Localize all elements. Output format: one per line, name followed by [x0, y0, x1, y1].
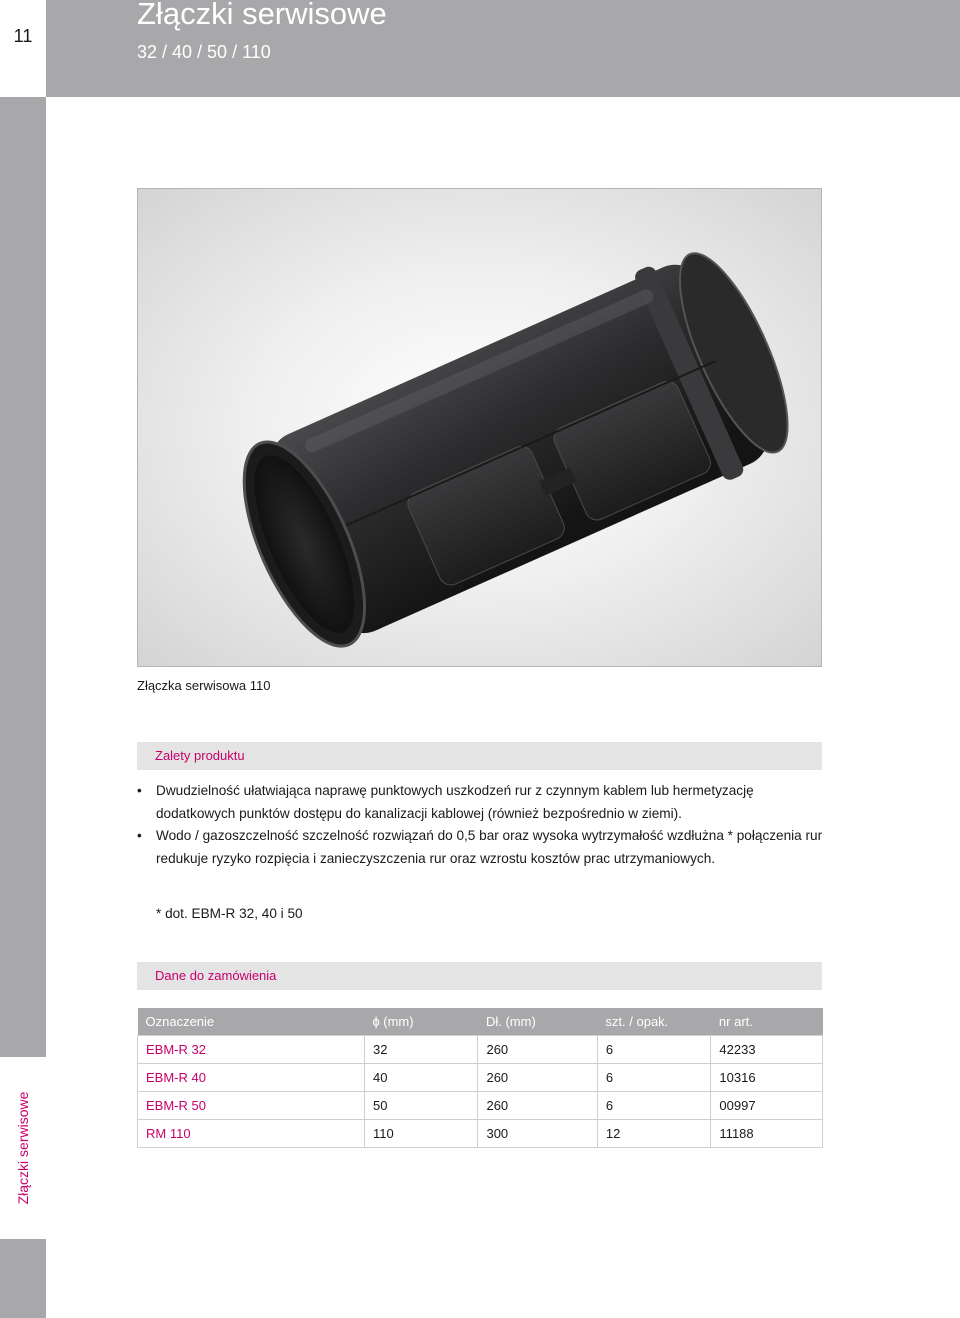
cell-pack-qty: 12 — [597, 1120, 711, 1148]
photo-caption: Złączka serwisowa 110 — [137, 678, 271, 693]
cell-pack-qty: 6 — [597, 1064, 711, 1092]
cell-length: 300 — [478, 1120, 597, 1148]
advantage-item — [137, 825, 827, 870]
cell-article-no: 11188 — [711, 1120, 823, 1148]
page-number-box — [0, 0, 46, 97]
column-header: Oznaczenie — [138, 1008, 365, 1036]
cell-designation: EBM-R 32 — [138, 1036, 365, 1064]
footnote: * dot. EBM-R 32, 40 i 50 — [156, 906, 303, 921]
order-table — [137, 1008, 823, 1148]
cell-article-no: 42233 — [711, 1036, 823, 1064]
cell-length: 260 — [478, 1036, 597, 1064]
bullet-dot-icon: • — [137, 783, 142, 798]
table-row — [138, 1120, 823, 1148]
advantages-heading: Zalety produktu — [155, 748, 245, 763]
advantage-text: Dwudzielność ułatwiająca naprawę punktowych uszkodzeń rur z czynnym kablem lub hermetyzację dodatkowych punktów dostępu do kanalizacji kablowej (również bezpośrednio w ziemi). — [156, 783, 754, 821]
column-header: nr art. — [711, 1008, 823, 1036]
advantages-section-header — [137, 742, 822, 770]
cell-designation: RM 110 — [138, 1120, 365, 1148]
bullet-dot-icon: • — [137, 828, 142, 843]
cell-length: 260 — [478, 1064, 597, 1092]
cell-diameter: 32 — [364, 1036, 477, 1064]
order-section-header — [137, 962, 822, 990]
table-row — [138, 1064, 823, 1092]
advantages-list — [137, 780, 827, 870]
coupler-illustration — [138, 189, 822, 667]
table-row — [138, 1036, 823, 1064]
side-tab-label: Złączki serwisowe — [15, 1091, 31, 1205]
table-header-row — [138, 1008, 823, 1036]
cell-diameter: 40 — [364, 1064, 477, 1092]
table-row — [138, 1092, 823, 1120]
cell-pack-qty: 6 — [597, 1036, 711, 1064]
cell-designation: EBM-R 50 — [138, 1092, 365, 1120]
page-subtitle: 32 / 40 / 50 / 110 — [137, 42, 271, 62]
advantage-text: Wodo / gazoszczelność szczelność rozwiązań do 0,5 bar oraz wysoka wytrzymałość wzdłużna * połączenia rur redukuje ryzyko rozpięcia i zanieczyszczenia rur oraz wzrostu kosztów prac utrzymaniowych. — [156, 828, 823, 866]
cell-article-no: 00997 — [711, 1092, 823, 1120]
order-heading: Dane do zamówienia — [155, 968, 277, 983]
page-number: 11 — [13, 26, 33, 46]
product-photo — [137, 188, 822, 667]
column-header: ɸ (mm) — [364, 1008, 477, 1036]
cell-length: 260 — [478, 1092, 597, 1120]
cell-diameter: 50 — [364, 1092, 477, 1120]
column-header: Dł. (mm) — [478, 1008, 597, 1036]
cell-diameter: 110 — [364, 1120, 477, 1148]
advantage-item — [137, 780, 827, 825]
page-title: Złączki serwisowe — [137, 0, 387, 31]
column-header: szt. / opak. — [597, 1008, 711, 1036]
cell-designation: EBM-R 40 — [138, 1064, 365, 1092]
cell-pack-qty: 6 — [597, 1092, 711, 1120]
cell-article-no: 10316 — [711, 1064, 823, 1092]
